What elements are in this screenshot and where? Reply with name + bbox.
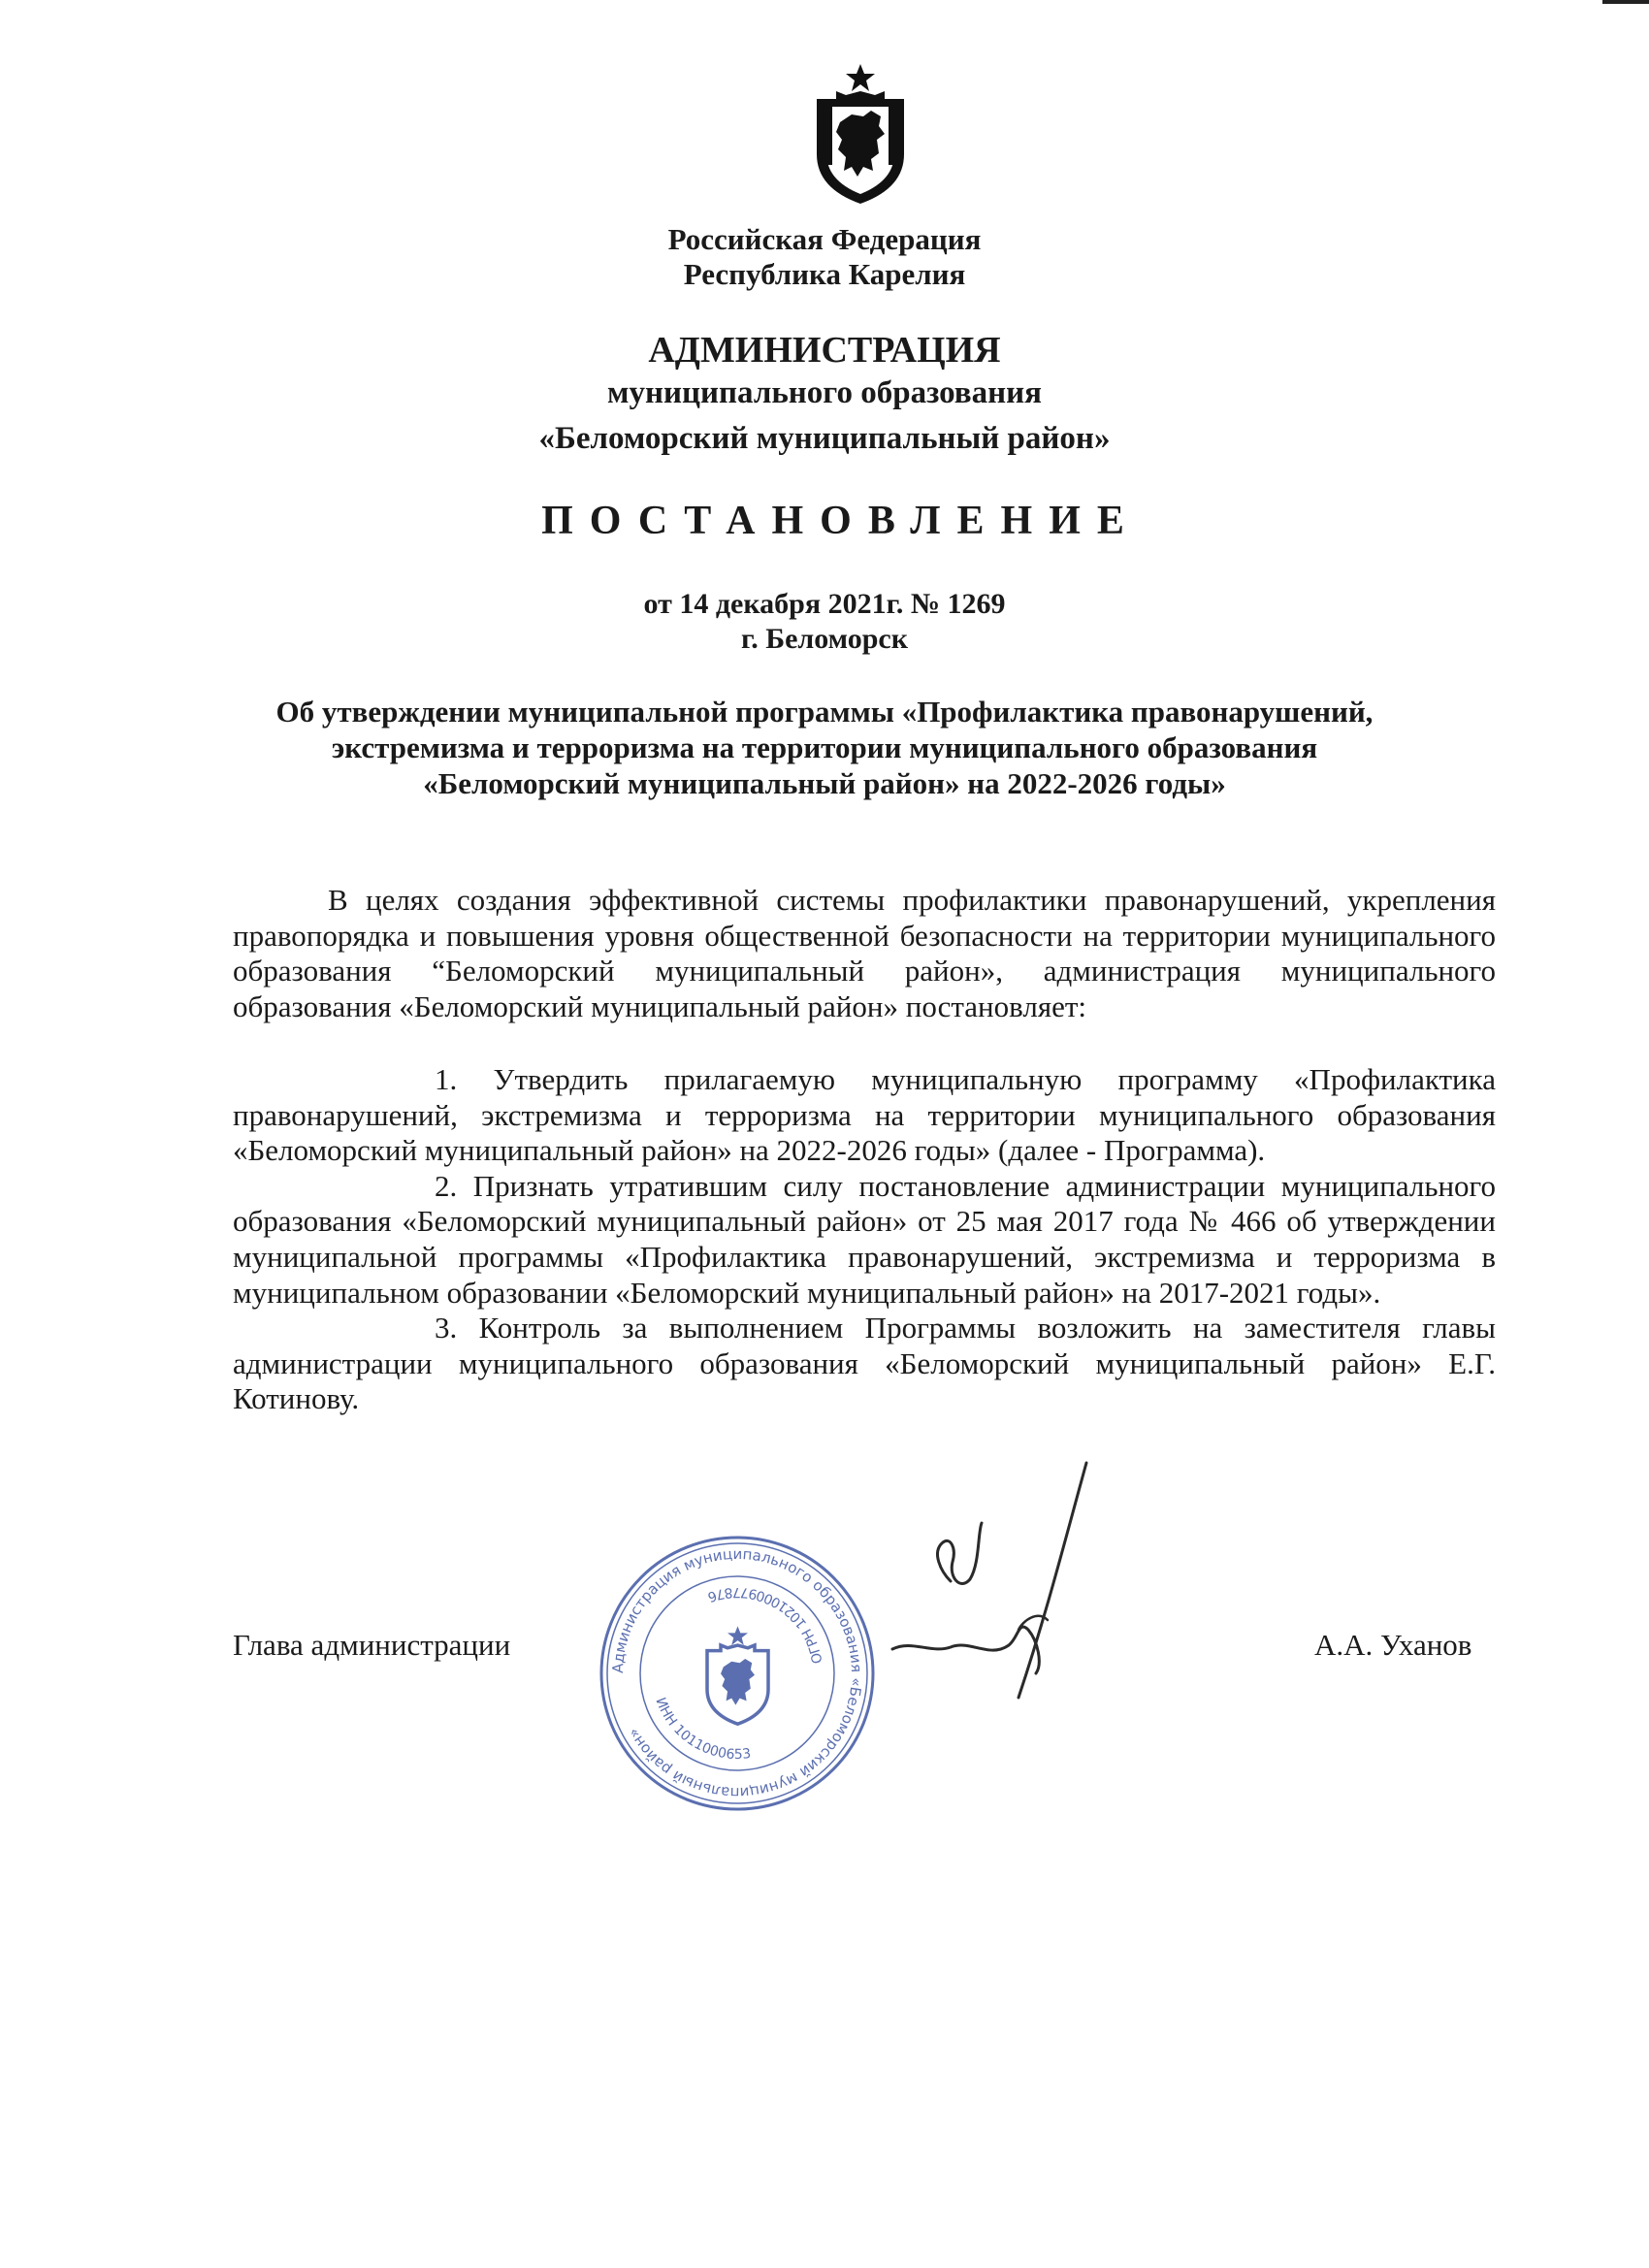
resolution-item — [233, 1311, 1496, 1417]
item-number: 3. — [435, 1311, 458, 1345]
document-date-number: от 14 декабря 2021г. № 1269 — [643, 588, 1006, 620]
intro-paragraph-block — [233, 883, 1496, 1024]
item-text: Признать утратившим силу постановление администрации муниципального образования «Беломорский муниципальный район» от 25 мая 2017 года № 466 об утверждении муниципальной программы «Профилактика правонарушений, экстремизма и терроризма в муниципальном образовании «Беломорский муниципальный район» на 2017-2021 годы». — [233, 1168, 1497, 1310]
item-number: 2. — [435, 1168, 458, 1203]
item-number: 1. — [435, 1062, 458, 1096]
subject-line-3: «Беломорский муниципальный район» на 2022-2026 годы» — [423, 766, 1226, 800]
republic-heading: Республика Карелия — [683, 257, 966, 291]
subject-line-2: экстремизма и терроризма на территории муниципального образования — [331, 730, 1318, 764]
official-seal-icon — [592, 1528, 883, 1819]
handwritten-signature-icon — [873, 1455, 1116, 1707]
municipal-formation-heading: муниципального образования — [606, 375, 1043, 410]
resolution-items — [233, 1062, 1496, 1417]
administration-heading: АДМИНИСТРАЦИЯ — [648, 330, 1001, 371]
seal-ogrn-text: ОГРН 1021000977876 — [705, 1583, 826, 1666]
item-text: Утвердить прилагаемую муниципальную программу «Профилактика правонарушений, экстремизма и терроризма на территории муниципального образования «Беломорский муниципальный район» на 2022-2026 годы» (далее - Программа). — [233, 1062, 1496, 1168]
intro-paragraph: В целях создания эффективной системы профилактики правонарушений, укрепления правопорядка и повышения уровня общественной безопасности на территории муниципального образования “Беломорский муниципальный район», администрация муниципального образования «Беломорский муниципальный район» постановляет: — [233, 883, 1496, 1023]
seal-inn-text: ИНН 1011000653 — [652, 1695, 753, 1764]
subject-line-1: Об утверждении муниципальной программы «Профилактика правонарушений, — [275, 695, 1374, 729]
resolution-item — [233, 1169, 1496, 1311]
svg-text:ИНН 1011000653 — [652, 1696, 752, 1763]
signatory-name: А.А. Уханов — [1314, 1628, 1472, 1662]
svg-text:ОГРН 1021000977876 — [705, 1584, 825, 1665]
document-type-title: ПОСТАНОВЛЕНИЕ — [541, 499, 1141, 543]
district-heading: «Беломорский муниципальный район» — [538, 421, 1111, 456]
federation-heading: Российская Федерация — [667, 222, 982, 256]
scan-corner-mark — [1602, 0, 1649, 4]
document-city: г. Беломорск — [741, 623, 908, 655]
resolution-item — [233, 1062, 1496, 1169]
seal-outer-text: Администрация муниципального образования «Беломорский муниципальный район» — [608, 1544, 866, 1802]
karelia-coat-of-arms-icon — [807, 62, 914, 208]
signatory-position: Глава администрации — [233, 1628, 511, 1662]
item-text: Контроль за выполнением Программы возложить на заместителя главы администрации муниципального образования «Беломорский муниципальный район» Е.Г. Котинову. — [233, 1311, 1496, 1416]
